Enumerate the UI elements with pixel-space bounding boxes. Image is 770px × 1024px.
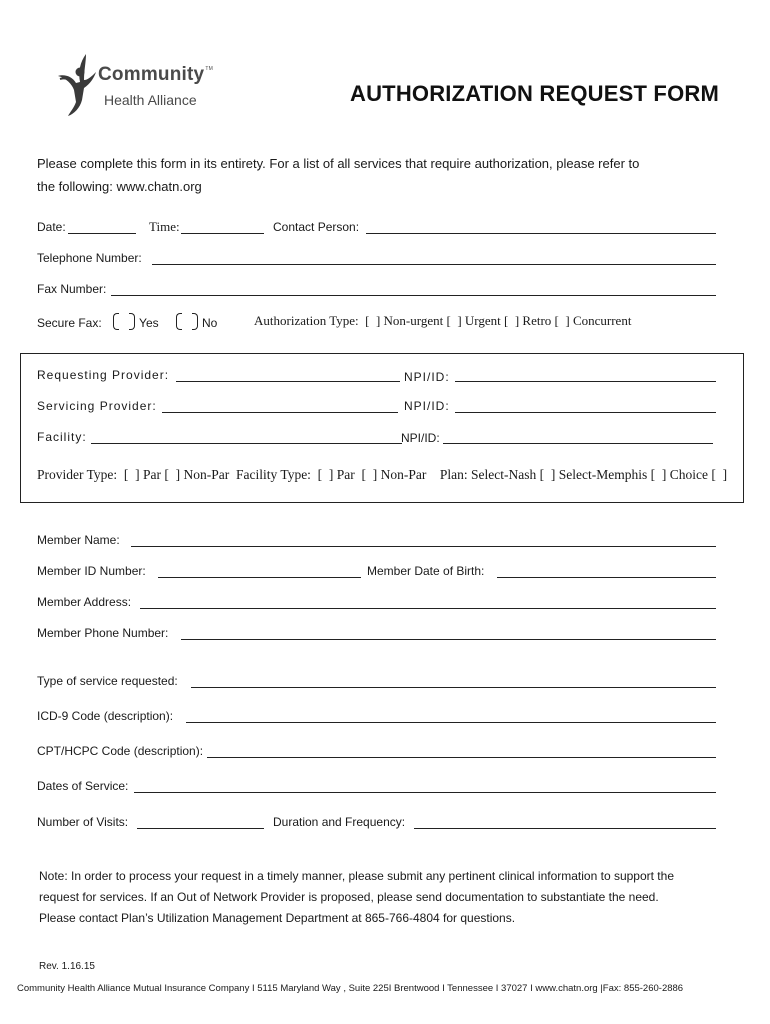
intro-line2: the following: www.chatn.org [37,179,202,194]
service-type-field[interactable] [191,687,716,688]
requesting-npi-field[interactable] [455,381,716,382]
fax-field[interactable] [111,295,716,296]
logo [56,52,256,118]
member-name-label: Member Name: [37,533,120,547]
member-id-label: Member ID Number: [37,564,146,578]
member-phone-field[interactable] [181,639,716,640]
authorization-type[interactable]: Authorization Type: [ ] Non-urgent [ ] Urgent [ ] Retro [ ] Concurrent [254,313,632,328]
requesting-npi-label: NPI/ID: [404,370,450,384]
secure-fax-no-checkbox-right[interactable] [192,313,198,330]
logo-tm: TM [205,66,213,72]
member-address-label: Member Address: [37,595,132,609]
servicing-provider-field[interactable] [162,412,398,413]
dates-of-service-label: Dates of Service: [37,779,129,793]
date-field[interactable] [68,233,136,234]
logo-line2: Health Alliance [104,92,197,108]
fax-label: Fax Number: [37,282,107,296]
logo-line1: Community [98,64,205,85]
secure-fax-label: Secure Fax: [37,316,102,330]
facility-npi-field[interactable] [443,443,713,444]
member-name-field[interactable] [131,546,716,547]
person-figure-icon [56,52,100,118]
servicing-npi-label: NPI/ID: [404,399,450,413]
form-title: AUTHORIZATION REQUEST FORM [350,81,719,106]
visits-label: Number of Visits: [37,815,129,829]
secure-fax-yes-checkbox-left[interactable] [113,313,119,330]
icd9-label: ICD-9 Code (description): [37,709,174,723]
secure-fax-yes-checkbox-right[interactable] [129,313,135,330]
dates-of-service-field[interactable] [134,792,716,793]
facility-label: Facility: [37,430,87,444]
footer: Community Health Alliance Mutual Insurance Company I 5115 Maryland Way , Suite 225I Brentwood I Tennessee I 37027 I www.chatn.org |Fax: 855-260-2886 [17,983,684,994]
service-type-label: Type of service requested: [37,674,178,688]
contact-person-field[interactable] [366,233,716,234]
cpt-label: CPT/HCPC Code (description): [37,744,204,758]
requesting-provider-field[interactable] [176,381,400,382]
cpt-field[interactable] [207,757,716,758]
intro-line1: Please complete this form in its entirety. For a list of all services that require authorization, please refer to [37,156,640,171]
facility-npi-label: NPI/ID: [401,431,440,445]
note-line3: Please contact Plan’s Utilization Management Department at 865-766-4804 for questions. [39,911,516,925]
secure-fax-no-checkbox-left[interactable] [176,313,182,330]
icd9-field[interactable] [186,722,716,723]
member-address-field[interactable] [140,608,716,609]
member-id-field[interactable] [158,577,361,578]
member-dob-label: Member Date of Birth: [367,564,485,578]
note-line1: Note: In order to process your request in a timely manner, please submit any pertinent clinical information to support the [39,869,674,883]
telephone-field[interactable] [152,264,716,265]
telephone-label: Telephone Number: [37,251,142,265]
secure-fax-yes-label: Yes [139,316,159,330]
revision: Rev. 1.16.15 [39,961,95,972]
member-dob-field[interactable] [497,577,716,578]
servicing-npi-field[interactable] [455,412,716,413]
requesting-provider-label: Requesting Provider: [37,368,170,382]
date-label: Date: [37,220,66,234]
servicing-provider-label: Servicing Provider: [37,399,157,413]
time-field[interactable] [181,233,264,234]
contact-person-label: Contact Person: [273,220,360,234]
facility-field[interactable] [91,443,402,444]
time-label: Time: [149,219,180,234]
duration-label: Duration and Frequency: [273,815,406,829]
note-line2: request for services. If an Out of Network Provider is proposed, please send documentation to substantiate the need. [39,890,659,904]
member-phone-label: Member Phone Number: [37,626,169,640]
secure-fax-no-label: No [201,316,218,330]
visits-field[interactable] [137,828,264,829]
duration-field[interactable] [414,828,716,829]
provider-types-line[interactable]: Provider Type: [ ] Par [ ] Non-Par Facility Type: [ ] Par [ ] Non-Par Plan: Select-Nash [ ] Select-Memphis [ ] Choice [ ] [37,467,728,482]
secure-fax-row [37,313,217,330]
